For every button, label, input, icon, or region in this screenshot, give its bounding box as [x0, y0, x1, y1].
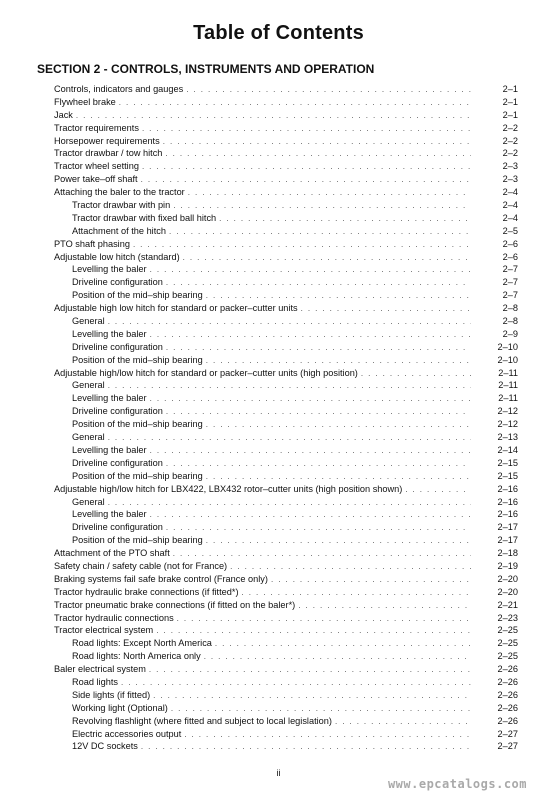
toc-entry-page: 2–10 — [497, 341, 518, 352]
toc-entry-title: Position of the mid–ship bearing — [72, 290, 203, 301]
toc-entry-title: Side lights (if fitted) — [72, 689, 151, 700]
dot-leader — [166, 342, 471, 355]
toc-entry-title: Jack — [54, 109, 73, 120]
toc-entry-page: 2–3 — [502, 174, 518, 185]
toc-entry — [54, 147, 518, 160]
toc-entry — [54, 418, 518, 431]
toc-entry — [54, 238, 518, 251]
toc-entry — [54, 521, 518, 534]
toc-entry-title: Tractor pneumatic brake connections (if fitted on the baler*) — [54, 599, 296, 610]
toc-entry-page: 2–26 — [497, 689, 518, 700]
toc-entry-page: 2–16 — [497, 483, 518, 494]
toc-entry-page: 2–15 — [497, 470, 518, 481]
toc-entry-title: Working light (Optional) — [72, 702, 168, 713]
dot-leader — [219, 213, 471, 226]
toc-entry-page: 2–18 — [497, 548, 518, 559]
dot-leader — [206, 535, 471, 548]
toc-entry — [54, 315, 518, 328]
toc-entry-title: General — [72, 316, 105, 327]
toc-entry-page: 2–3 — [502, 161, 518, 172]
toc-entry-page: 2–2 — [502, 135, 518, 146]
toc-entry-title: Adjustable high/low hitch for standard or packer–cutter units (high position) — [54, 367, 358, 378]
toc-entry-title: Position of the mid–ship bearing — [72, 419, 203, 430]
toc-entry-page: 2–20 — [497, 573, 518, 584]
dot-leader — [133, 239, 471, 252]
toc-entry — [54, 444, 518, 457]
dot-leader — [108, 432, 471, 445]
toc-entry-title: Levelling the baler — [72, 444, 147, 455]
dot-leader — [150, 329, 471, 342]
toc-entry — [54, 728, 518, 741]
toc-entry-page: 2–7 — [502, 277, 518, 288]
toc-entry — [54, 560, 518, 573]
dot-leader — [166, 522, 471, 535]
toc-entry-title: General — [72, 496, 105, 507]
toc-entry-page: 2–27 — [497, 728, 518, 739]
toc-entry-page: 2–9 — [502, 328, 518, 339]
page-number: ii — [276, 768, 281, 778]
toc-entry-title: Attachment of the hitch — [72, 225, 166, 236]
toc-entry-title: Driveline configuration — [72, 522, 163, 533]
dot-leader — [149, 664, 471, 677]
toc-entry-title: Baler electrical system — [54, 664, 146, 675]
toc-entry-page: 2–25 — [497, 625, 518, 636]
toc-entry-page: 2–1 — [502, 96, 518, 107]
toc-entry-title: Attaching the baler to the tractor — [54, 187, 185, 198]
toc-entry — [54, 470, 518, 483]
dot-leader — [150, 509, 471, 522]
toc-entry — [54, 637, 518, 650]
toc-entry-title: PTO shaft phasing — [54, 238, 130, 249]
dot-leader — [108, 316, 471, 329]
dot-leader — [271, 574, 471, 587]
toc-entry — [54, 96, 518, 109]
toc-entry-page: 2–1 — [502, 84, 518, 94]
dot-leader — [163, 136, 471, 149]
toc-entry-page: 2–6 — [502, 238, 518, 249]
toc-entry-title: Road lights — [72, 676, 118, 687]
toc-entry-page: 2–11 — [498, 393, 518, 404]
toc-entry-page: 2–27 — [497, 741, 518, 752]
toc-entry-title: Tractor hydraulic brake connections (if fitted*) — [54, 586, 239, 597]
toc-entry-title: Levelling the baler — [72, 328, 147, 339]
toc-entry-title: Tractor drawbar with fixed ball hitch — [72, 212, 217, 223]
toc-entry-page: 2–5 — [502, 225, 518, 236]
toc-entry — [54, 483, 518, 496]
toc-entry — [54, 328, 518, 341]
dot-leader — [204, 651, 471, 664]
toc-entry-title: Tractor drawbar with pin — [72, 200, 171, 211]
toc-entry — [54, 379, 518, 392]
toc-entry — [54, 122, 518, 135]
toc-entry-page: 2–25 — [497, 638, 518, 649]
toc-entry-title: Safety chain / safety cable (not for France) — [54, 560, 228, 571]
toc-entry — [54, 431, 518, 444]
dot-leader — [141, 174, 471, 187]
toc-entry-title: Driveline configuration — [72, 277, 163, 288]
dot-leader — [153, 690, 471, 703]
toc-entry-page: 2–13 — [497, 432, 518, 443]
toc-entry-title: Levelling the baler — [72, 264, 147, 275]
dot-leader — [108, 497, 471, 510]
toc-entry — [54, 160, 518, 173]
dot-leader — [173, 200, 471, 213]
toc-entry — [54, 392, 518, 405]
toc-entry — [54, 367, 518, 380]
toc-entry — [54, 624, 518, 637]
dot-leader — [169, 226, 471, 239]
toc-entry-page: 2–26 — [497, 664, 518, 675]
toc-entry-page: 2–12 — [497, 419, 518, 430]
toc-entry — [54, 83, 518, 96]
toc-entry-title: Electric accessories output — [72, 728, 182, 739]
toc-entry-title: Controls, indicators and gauges — [54, 84, 184, 94]
toc-entry-title: Power take–off shaft — [54, 174, 138, 185]
toc-entry-title: Adjustable low hitch (standard) — [54, 251, 180, 262]
toc-entry-title: Tractor wheel setting — [54, 161, 139, 172]
toc-entry-title: Road lights: Except North America — [72, 638, 212, 649]
toc-entry — [54, 263, 518, 276]
toc-entry-page: 2–23 — [497, 612, 518, 623]
toc-entry-title: Attachment of the PTO shaft — [54, 548, 170, 559]
toc-entry-title: Levelling the baler — [72, 509, 147, 520]
toc-entry-page: 2–10 — [497, 354, 518, 365]
dot-leader — [301, 303, 471, 316]
toc-entry — [54, 496, 518, 509]
toc-entry-page: 2–4 — [502, 212, 518, 223]
toc-entry — [54, 689, 518, 702]
toc-entry — [54, 354, 518, 367]
toc-entry — [54, 109, 518, 122]
toc-entry-title: Position of the mid–ship bearing — [72, 535, 203, 546]
toc-entry — [54, 212, 518, 225]
toc-entry — [54, 135, 518, 148]
toc-entry — [54, 663, 518, 676]
toc-entry-page: 2–2 — [502, 148, 518, 159]
toc-entry-title: Road lights: North America only — [72, 651, 201, 662]
dot-leader — [177, 613, 471, 626]
toc-entry-page: 2–11 — [498, 367, 518, 378]
toc-entry — [54, 586, 518, 599]
toc-entry — [54, 341, 518, 354]
toc-entry-title: Adjustable high low hitch for standard or packer–cutter units — [54, 303, 298, 314]
toc-entry — [54, 186, 518, 199]
toc-entry-title: Flywheel brake — [54, 96, 116, 107]
toc-entry — [54, 650, 518, 663]
toc-entry-page: 2–14 — [497, 444, 518, 455]
dot-leader — [150, 445, 471, 458]
toc-entry — [54, 276, 518, 289]
toc-entry-page: 2–26 — [497, 676, 518, 687]
toc-entry-page: 2–17 — [497, 535, 518, 546]
dot-leader — [166, 458, 471, 471]
dot-leader — [184, 729, 471, 742]
dot-leader — [206, 419, 471, 432]
toc-entry-title: General — [72, 432, 105, 443]
toc-entry-page: 2–16 — [497, 509, 518, 520]
page-title: Table of Contents — [193, 22, 364, 44]
toc-entry-page: 2–19 — [497, 560, 518, 571]
dot-leader — [142, 161, 471, 174]
toc-entry — [54, 599, 518, 612]
toc-entry — [54, 251, 518, 264]
toc-entry — [54, 173, 518, 186]
toc-entry-page: 2–26 — [497, 702, 518, 713]
toc-entry-page: 2–7 — [502, 290, 518, 301]
toc-entry — [54, 740, 518, 753]
toc-entry-page: 2–21 — [497, 599, 518, 610]
dot-leader — [166, 277, 471, 290]
dot-leader — [165, 148, 471, 161]
toc-entry-page: 2–6 — [502, 251, 518, 262]
toc-entry — [54, 302, 518, 315]
toc-entry-page: 2–26 — [497, 715, 518, 726]
dot-leader — [183, 252, 471, 265]
dot-leader — [119, 97, 471, 110]
toc-entry-page: 2–17 — [497, 522, 518, 533]
dot-leader — [108, 380, 471, 393]
dot-leader — [166, 406, 471, 419]
toc-entry-title: Position of the mid–ship bearing — [72, 470, 203, 481]
dot-leader — [121, 677, 471, 690]
toc-entry — [54, 508, 518, 521]
toc-entry-title: Driveline configuration — [72, 406, 163, 417]
toc-entry-title: General — [72, 380, 105, 391]
toc-entry-title: Adjustable high/low hitch for LBX422, LBX432 rotor–cutter units (high position shown) — [54, 483, 403, 494]
toc-entry-page: 2–2 — [502, 122, 518, 133]
toc-entry — [54, 534, 518, 547]
dot-leader — [150, 264, 471, 277]
toc-entry — [54, 715, 518, 728]
toc-entry-page: 2–4 — [502, 187, 518, 198]
toc-entry — [54, 199, 518, 212]
toc-entry — [54, 289, 518, 302]
dot-leader — [186, 84, 471, 97]
toc-entry-page: 2–8 — [502, 303, 518, 314]
toc-entry-page: 2–11 — [498, 380, 518, 391]
dot-leader — [188, 187, 471, 200]
dot-leader — [405, 484, 471, 497]
toc-entry-title: Driveline configuration — [72, 457, 163, 468]
dot-leader — [335, 716, 471, 729]
toc-entry-page: 2–12 — [497, 406, 518, 417]
dot-leader — [142, 123, 471, 136]
toc-entry — [54, 612, 518, 625]
toc-entry-page: 2–16 — [497, 496, 518, 507]
toc-entry-title: 12V DC sockets — [72, 741, 138, 752]
section-heading: SECTION 2 - CONTROLS, INSTRUMENTS AND OPERATION — [37, 62, 375, 76]
toc-entry-title: Position of the mid–ship bearing — [72, 354, 203, 365]
toc-entry-title: Levelling the baler — [72, 393, 147, 404]
toc-entry — [54, 457, 518, 470]
watermark: www.epcatalogs.com — [387, 777, 527, 791]
toc-entry — [54, 676, 518, 689]
dot-leader — [141, 741, 471, 754]
toc-entry-title: Driveline configuration — [72, 341, 163, 352]
toc-entry-title: Tractor drawbar / tow hitch — [54, 148, 163, 159]
toc-entry — [54, 225, 518, 238]
toc-entry-title: Tractor requirements — [54, 122, 139, 133]
toc-entry-title: Tractor electrical system — [54, 625, 154, 636]
toc-entry-page: 2–1 — [502, 109, 518, 120]
toc-entry-page: 2–20 — [497, 586, 518, 597]
toc-entry-page: 2–15 — [497, 457, 518, 468]
toc-entry-title: Braking systems fail safe brake control (France only) — [54, 573, 268, 584]
toc-entry-page: 2–25 — [497, 651, 518, 662]
toc-entry-page: 2–7 — [502, 264, 518, 275]
toc-entry-title: Horsepower requirements — [54, 135, 160, 146]
toc-entry-title: Tractor hydraulic connections — [54, 612, 174, 623]
toc-entry — [54, 547, 518, 560]
dot-leader — [298, 600, 471, 613]
toc-entry-title: Revolving flashlight (where fitted and subject to local legislation) — [72, 715, 332, 726]
toc-entry — [54, 702, 518, 715]
toc-entry — [54, 405, 518, 418]
toc-list — [54, 83, 518, 753]
dot-leader — [150, 393, 471, 406]
toc-entry-page: 2–8 — [502, 316, 518, 327]
dot-leader — [361, 368, 471, 381]
toc-entry — [54, 573, 518, 586]
dot-leader — [215, 638, 471, 651]
toc-entry-page: 2–4 — [502, 200, 518, 211]
